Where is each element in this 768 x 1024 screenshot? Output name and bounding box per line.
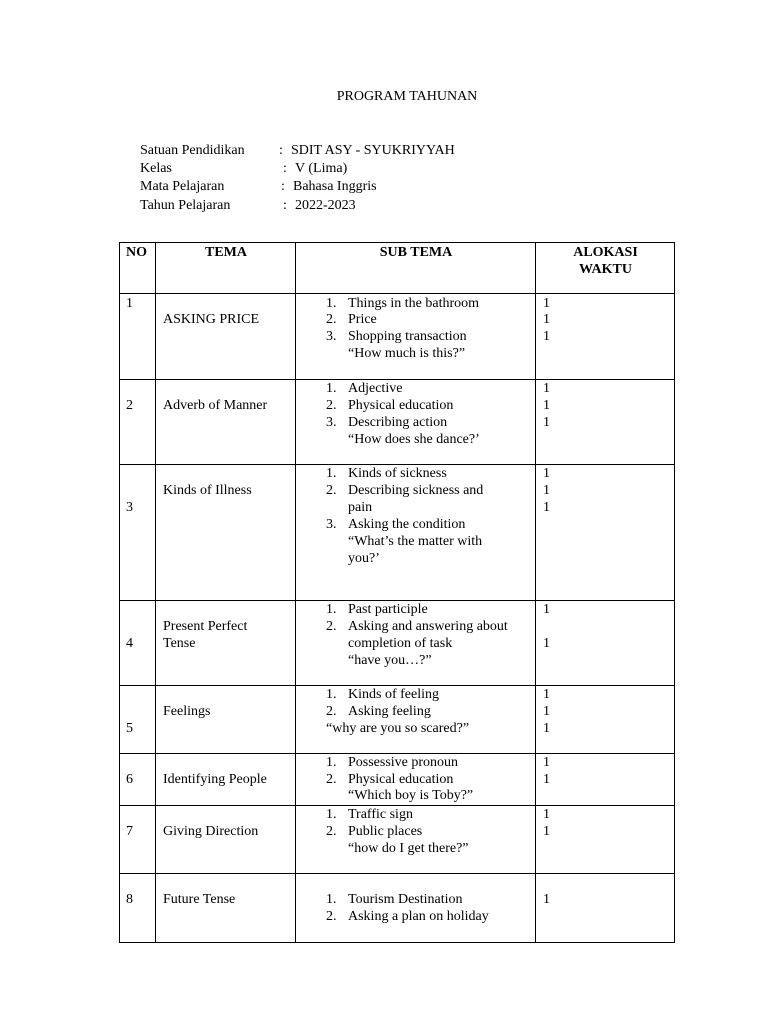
cell-sub-tema: 1. Possessive pronoun 2. Physical education “Which boy is Toby?” <box>296 754 536 806</box>
table-row <box>120 806 675 874</box>
info-value: SDIT ASY - SYUKRIYYAH <box>291 143 455 158</box>
cell-sub-tema: 1. Traffic sign 2. Public places “how do I get there?” <box>296 806 536 874</box>
table-row <box>120 601 675 686</box>
cell-alokasi: 1 1 <box>536 601 675 686</box>
info-label: Mata Pelajaran <box>140 179 225 194</box>
cell-tema: ASKING PRICE <box>156 294 296 380</box>
info-label: Tahun Pelajaran <box>140 198 231 213</box>
table-row <box>120 754 675 806</box>
cell-tema: Present Perfect Tense <box>156 601 296 686</box>
cell-sub-tema: 1. Tourism Destination 2. Asking a plan on holiday <box>296 874 536 943</box>
table-row <box>120 465 675 601</box>
cell-tema: Adverb of Manner <box>156 380 296 465</box>
cell-no: 8 <box>120 874 156 943</box>
table-header-row <box>120 243 675 294</box>
table-row <box>120 874 675 943</box>
cell-alokasi: 1 1 1 <box>536 294 675 380</box>
cell-alokasi: 1 1 1 <box>536 686 675 754</box>
cell-alokasi: 1 1 1 <box>536 465 675 601</box>
page-title: PROGRAM TAHUNAN <box>336 89 478 104</box>
info-colon: : <box>281 179 285 194</box>
header-alokasi-waktu: ALOKASI WAKTU <box>536 243 675 294</box>
header-sub-tema: SUB TEMA <box>296 243 536 294</box>
cell-tema: Giving Direction <box>156 806 296 874</box>
cell-tema: Feelings <box>156 686 296 754</box>
info-value: V (Lima) <box>295 161 348 176</box>
header-no: NO <box>120 243 156 294</box>
cell-alokasi: 1 1 <box>536 754 675 806</box>
cell-sub-tema: 1. Kinds of sickness 2. Describing sickness and pain 3. Asking the condition “What’s the matter with you?’ <box>296 465 536 601</box>
table-row <box>120 294 675 380</box>
cell-no: 7 <box>120 806 156 874</box>
cell-no: 5 <box>120 686 156 754</box>
table-row <box>120 686 675 754</box>
info-label: Satuan Pendidikan <box>140 143 245 158</box>
info-colon: : <box>283 161 287 176</box>
info-colon: : <box>283 198 287 213</box>
header-tema: TEMA <box>156 243 296 294</box>
cell-no: 4 <box>120 601 156 686</box>
cell-sub-tema: 1. Kinds of feeling 2. Asking feeling “why are you so scared?” <box>296 686 536 754</box>
info-value: Bahasa Inggris <box>293 179 377 194</box>
cell-alokasi: 1 1 1 <box>536 380 675 465</box>
cell-no: 6 <box>120 754 156 806</box>
cell-no: 3 <box>120 465 156 601</box>
cell-tema: Identifying People <box>156 754 296 806</box>
table-row <box>120 380 675 465</box>
cell-sub-tema: 1. Things in the bathroom 2. Price 3. Shopping transaction “How much is this?” <box>296 294 536 380</box>
cell-no: 2 <box>120 380 156 465</box>
cell-alokasi: 1 <box>536 874 675 943</box>
cell-sub-tema: 1. Past participle 2. Asking and answering about completion of task “have you…?” <box>296 601 536 686</box>
info-colon: : <box>279 143 283 158</box>
cell-sub-tema: 1. Adjective 2. Physical education 3. Describing action “How does she dance?’ <box>296 380 536 465</box>
cell-alokasi: 1 1 <box>536 806 675 874</box>
program-table <box>119 242 675 943</box>
info-value: 2022-2023 <box>295 198 356 213</box>
cell-no: 1 <box>120 294 156 380</box>
cell-tema: Kinds of Illness <box>156 465 296 601</box>
cell-tema: Future Tense <box>156 874 296 943</box>
info-label: Kelas <box>140 161 172 176</box>
